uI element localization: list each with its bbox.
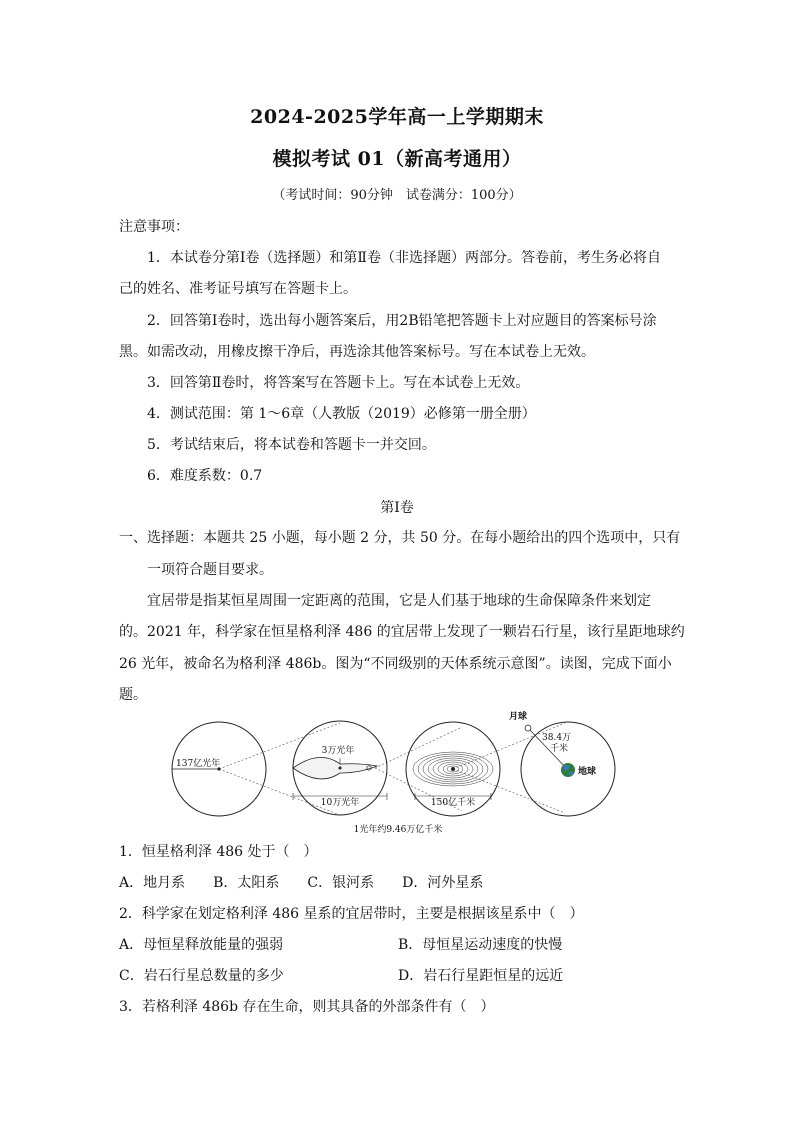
note-item-5: 5．考试结束后，将本试卷和答题卡一并交回。 — [147, 437, 436, 453]
zoom-connector-lines — [219, 723, 565, 815]
passage-line-3: 26 光年，被命名为格利泽 486b。图为“不同级别的天体系统示意图”。读图，完成下面小 — [119, 656, 672, 672]
question-2-option-a: A．母恒星释放能量的强弱 — [119, 937, 284, 953]
part1-instructions-line-1: 一、选择题：本题共 25 小题，每小题 2 分，共 50 分。在每小题给出的四个选项中，只有 — [119, 530, 681, 546]
earth-moon-distance-label-2: 千米 — [550, 744, 569, 754]
volume-title: 第Ⅰ卷 — [380, 500, 414, 516]
passage-line-1: 宜居带是指某恒星周围一定距离的范围，它是人们基于地球的生命保障条件来划定 — [147, 593, 651, 609]
question-2-stem: 2．科学家在划定格利泽 486 星系的宜居带时，主要是根据该星系中（ ） — [119, 906, 584, 922]
question-3-stem: 3．若格利泽 486b 存在生命，则其具备的外部条件有（ ） — [119, 999, 495, 1015]
universe-size-label: 137亿光年 — [176, 759, 221, 769]
exam-title-line1: 2024-2025学年高一上学期期末 — [250, 106, 544, 128]
earth-label: 地球 — [578, 767, 597, 777]
moon-icon — [525, 725, 531, 731]
question-1-options: A．地月系 B．太阳系 C．银河系 D．河外星系 — [119, 875, 484, 891]
moon-label: 月球 — [508, 712, 528, 722]
question-2-option-c: C．岩石行星总数量的多少 — [119, 968, 284, 984]
note-item-2-line-1: 2．回答第Ⅰ卷时，选出每小题答案后，用2B铅笔把答题卡上对应题目的答案标号涂 — [147, 313, 657, 329]
sun-dot — [451, 767, 455, 771]
note-item-1-line-2: 己的姓名、准考证号填写在答题卡上。 — [119, 281, 357, 297]
note-item-4: 4．测试范围：第 1～6章（人教版（2019）必修第一册全册） — [147, 406, 536, 422]
earth-moon-distance-label-1: 38.4万 — [542, 733, 572, 743]
exam-title-line2: 模拟考试 01（新高考通用） — [272, 148, 522, 170]
question-2-option-b: B．母恒星运动速度的快慢 — [398, 937, 563, 953]
question-1-stem: 1．恒星格利泽 486 处于（ ） — [119, 844, 318, 860]
passage-line-4: 题。 — [119, 687, 147, 703]
earth-icon — [561, 763, 575, 777]
galaxy-diameter-label: 10万光年 — [320, 798, 360, 808]
figure-caption: 1光年约9.46万亿千米 — [353, 825, 443, 835]
passage-line-2: 的。2021 年，科学家在恒星格利泽 486 的宜居带上发现了一颗岩石行星，该行星距地球约 — [119, 624, 685, 640]
solar-system-size-label: 150亿千米 — [430, 798, 476, 808]
note-item-2-line-2: 黑。如需改动，用橡皮擦干净后，再选涂其他答案标号。写在本试卷上无效。 — [119, 344, 595, 360]
note-item-3: 3．回答第Ⅱ卷时，将答案写在答题卡上。写在本试卷上无效。 — [147, 375, 530, 391]
celestial-systems-figure — [170, 705, 625, 840]
galaxy-thickness-label: 3万光年 — [321, 746, 355, 756]
part1-instructions-line-2: 一项符合题目要求。 — [147, 562, 273, 578]
exam-info: （考试时间：90分钟 试卷满分：100分） — [272, 188, 522, 203]
note-item-6: 6．难度系数：0.7 — [147, 468, 263, 484]
celestial-systems-diagram — [170, 705, 625, 840]
milky-way-shape — [293, 757, 377, 779]
note-item-1-line-1: 1．本试卷分第Ⅰ卷（选择题）和第Ⅱ卷（非选择题）两部分。答卷前，考生务必将自 — [147, 250, 661, 266]
question-2-option-d: D．岩石行星距恒星的远近 — [398, 968, 564, 984]
notes-heading: 注意事项： — [119, 219, 189, 235]
galaxy-center-dot — [339, 767, 342, 770]
